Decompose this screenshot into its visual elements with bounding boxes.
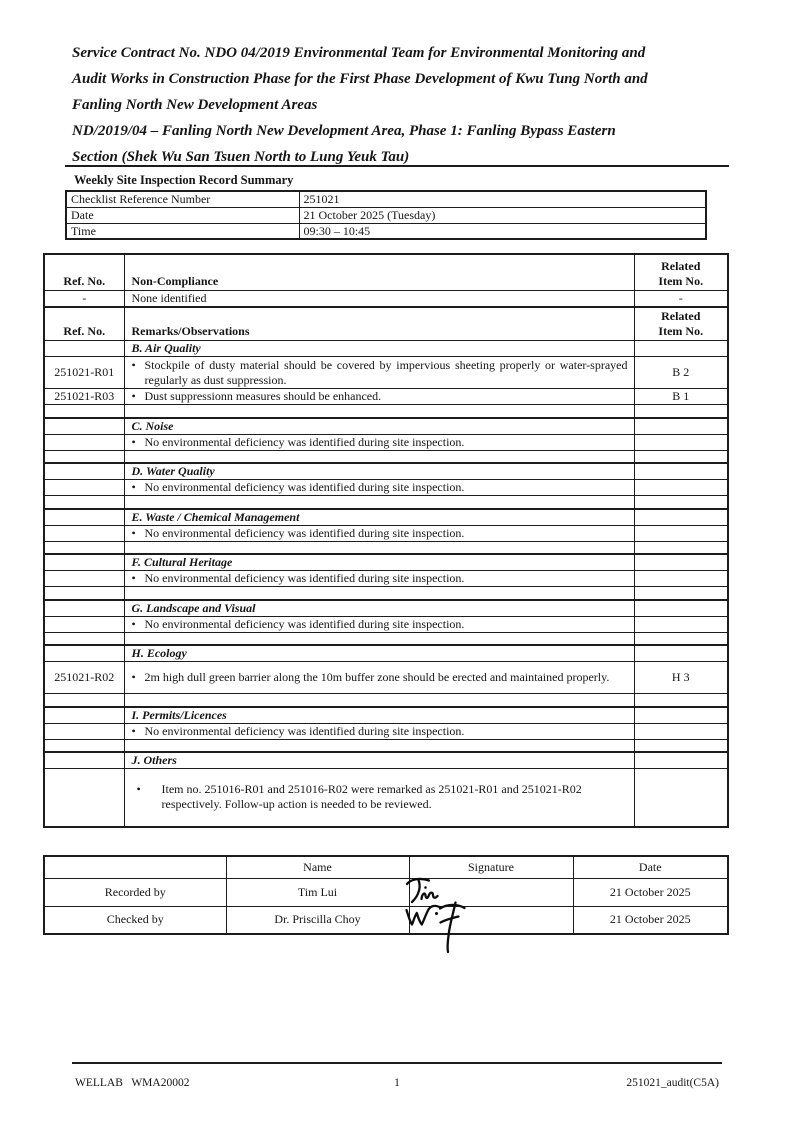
empty-cell [124, 450, 634, 463]
empty-cell [124, 587, 634, 600]
non-compliance-header-row [44, 254, 728, 290]
col-header-remarks: Remarks/Observations [124, 307, 634, 341]
col-header-name: Name [226, 856, 409, 878]
summary-label-checklist: Checklist Reference Number [66, 191, 299, 207]
summary-value-time: 09:30 – 10:45 [299, 223, 706, 239]
non-compliance-related: - [634, 290, 728, 307]
col-header-related-line2: Item No. [658, 273, 704, 288]
empty-cell [44, 463, 124, 480]
section-title-others: J. Others [124, 752, 634, 769]
remark-row [44, 389, 728, 405]
remark-text: Dust suppressionn measures should be enhanced. [144, 389, 382, 403]
remark-text-cell [124, 662, 634, 694]
section-title-noise: C. Noise [124, 418, 634, 435]
bullet-icon: • [131, 389, 136, 403]
section-title-permits-licences: I. Permits/Licences [124, 707, 634, 724]
remark-ref: 251021-R02 [44, 662, 124, 694]
remark-ref: 251021-R01 [44, 357, 124, 389]
col-header-related-line2: Item No. [658, 324, 704, 338]
empty-cell [44, 554, 124, 571]
section-header-row [44, 752, 728, 769]
spacer-row [44, 694, 728, 707]
empty-cell [44, 769, 124, 827]
section-title-landscape-visual: G. Landscape and Visual [124, 600, 634, 617]
empty-cell [634, 496, 728, 509]
summary-label-date: Date [66, 207, 299, 223]
remark-text-cell [124, 525, 634, 541]
summary-table [65, 190, 707, 240]
checked-by-label: Checked by [44, 906, 226, 934]
empty-cell [44, 405, 124, 418]
empty-cell [634, 723, 728, 739]
empty-cell [44, 587, 124, 600]
empty-cell [44, 752, 124, 769]
checked-by-date: 21 October 2025 [573, 906, 728, 934]
bullet-icon: • [131, 357, 136, 372]
empty-cell [634, 707, 728, 724]
recorded-by-signature-cell [409, 878, 573, 906]
empty-cell [44, 723, 124, 739]
empty-cell [44, 509, 124, 526]
recorded-by-row [44, 878, 728, 906]
empty-cell [634, 341, 728, 357]
empty-cell [124, 405, 634, 418]
empty-cell [634, 405, 728, 418]
remark-text-cell [124, 434, 634, 450]
empty-cell [124, 694, 634, 707]
recorded-by-label: Recorded by [44, 878, 226, 906]
bullet-icon: • [131, 723, 136, 738]
remark-text: No environmental deficiency was identified during site inspection. [144, 525, 465, 540]
table-row [66, 223, 706, 239]
table-row [66, 207, 706, 223]
empty-cell [634, 616, 728, 632]
spacer-row [44, 405, 728, 418]
remark-row [44, 616, 728, 632]
table-row [66, 191, 706, 207]
section-header-row [44, 509, 728, 526]
remark-text-cell [124, 357, 634, 389]
empty-cell [634, 739, 728, 752]
bullet-icon: • [136, 782, 141, 797]
section-title-air-quality: B. Air Quality [124, 341, 634, 357]
empty-cell [44, 600, 124, 617]
project-subtitle-line-2: Section (Shek Wu San Tsuen North to Lung Yeuk Tau) [72, 149, 410, 165]
empty-cell [634, 645, 728, 662]
remark-text: Item no. 251016-R01 and 251016-R02 were remarked as 251021-R01 and 251021-R02 respectively. Follow-up action is needed to be reviewed. [161, 782, 582, 812]
summary-label-time: Time [66, 223, 299, 239]
empty-cell [44, 739, 124, 752]
col-header-date: Date [573, 856, 728, 878]
empty-cell [44, 616, 124, 632]
empty-cell [634, 434, 728, 450]
non-compliance-ref: - [44, 290, 124, 307]
empty-cell [44, 571, 124, 587]
remark-row [44, 723, 728, 739]
empty-cell [44, 645, 124, 662]
bullet-icon: • [131, 525, 136, 540]
remark-text: No environmental deficiency was identified during site inspection. [144, 434, 465, 449]
footer-divider [72, 1062, 722, 1064]
empty-cell [634, 632, 728, 645]
empty-cell [44, 450, 124, 463]
empty-cell [634, 769, 728, 827]
col-header-related-item [634, 254, 728, 290]
section-header-row [44, 463, 728, 480]
remark-related: B 2 [634, 357, 728, 389]
spacer-row [44, 541, 728, 554]
checked-by-row [44, 906, 728, 934]
project-subtitle-line-1: ND/2019/04 – Fanling North New Development Area, Phase 1: Fanling Bypass Eastern [72, 123, 616, 139]
remark-text-cell [124, 723, 634, 739]
empty-cell [634, 541, 728, 554]
section-header-row [44, 645, 728, 662]
empty-cell [634, 752, 728, 769]
summary-heading: Weekly Site Inspection Record Summary [74, 173, 294, 187]
footer-file-reference: 251021_audit(C5A) [626, 1077, 719, 1089]
empty-cell [44, 480, 124, 496]
empty-cell [634, 525, 728, 541]
section-title-cultural-heritage: F. Cultural Heritage [124, 554, 634, 571]
bullet-icon: • [131, 434, 136, 449]
remark-row [44, 480, 728, 496]
empty-cell [44, 418, 124, 435]
empty-cell [44, 541, 124, 554]
section-title-water-quality: D. Water Quality [124, 463, 634, 480]
remark-text-cell [124, 480, 634, 496]
remark-text: Stockpile of dusty material should be covered by impervious sheeting properly or water-sprayed regularly as dust suppression. [144, 357, 628, 387]
remark-text: No environmental deficiency was identified during site inspection. [144, 571, 465, 585]
section-title-ecology: H. Ecology [124, 645, 634, 662]
spacer-row [44, 587, 728, 600]
col-header-signature: Signature [409, 856, 573, 878]
bullet-icon: • [131, 571, 136, 585]
remark-related: H 3 [634, 662, 728, 694]
empty-cell [124, 496, 634, 509]
empty-cell [634, 480, 728, 496]
empty-cell [634, 571, 728, 587]
empty-cell [44, 525, 124, 541]
empty-cell [634, 694, 728, 707]
empty-cell [124, 632, 634, 645]
empty-cell [634, 587, 728, 600]
empty-cell [634, 463, 728, 480]
remark-text: No environmental deficiency was identified during site inspection. [144, 616, 465, 631]
non-compliance-text: None identified [124, 290, 634, 307]
remark-text: No environmental deficiency was identified during site inspection. [144, 723, 465, 738]
footer-page-number: 1 [394, 1077, 400, 1089]
bullet-icon: • [131, 480, 136, 494]
empty-cell [124, 541, 634, 554]
section-header-row [44, 600, 728, 617]
remarks-header-row [44, 307, 728, 341]
col-header-ref-no: Ref. No. [44, 254, 124, 290]
inspection-table [43, 253, 729, 828]
spacer-row [44, 739, 728, 752]
empty-cell [634, 600, 728, 617]
col-header-related-line1: Related [661, 258, 701, 273]
remark-row [44, 525, 728, 541]
signoff-header-row [44, 856, 728, 878]
spacer-row [44, 450, 728, 463]
remark-text: No environmental deficiency was identified during site inspection. [144, 480, 465, 494]
remark-text-cell [124, 571, 634, 587]
empty-cell [44, 496, 124, 509]
empty-cell [44, 694, 124, 707]
remark-text-cell [124, 616, 634, 632]
empty-cell [124, 739, 634, 752]
summary-value-checklist: 251021 [299, 191, 706, 207]
spacer-row [44, 632, 728, 645]
section-title-waste-chemical: E. Waste / Chemical Management [124, 509, 634, 526]
empty-cell [44, 707, 124, 724]
col-header-related-item [634, 307, 728, 341]
recorded-by-name: Tim Lui [226, 878, 409, 906]
remark-text: 2m high dull green barrier along the 10m buffer zone should be erected and maintained properly. [144, 670, 610, 684]
section-header-row [44, 554, 728, 571]
empty-cell [44, 434, 124, 450]
contract-title-line-2: Audit Works in Construction Phase for the First Phase Development of Kwu Tung North and [72, 71, 648, 87]
col-header-non-compliance: Non-Compliance [124, 254, 634, 290]
remark-ref: 251021-R03 [44, 389, 124, 405]
checked-by-name: Dr. Priscilla Choy [226, 906, 409, 934]
contract-title [72, 40, 762, 170]
remark-row [44, 434, 728, 450]
empty-cell [44, 341, 124, 357]
footer-doc-code: WELLAB WMA20002 [75, 1077, 190, 1089]
empty-cell [634, 418, 728, 435]
col-header-related-line1: Related [661, 309, 701, 323]
remark-related: B 1 [634, 389, 728, 405]
remark-text-cell [124, 389, 634, 405]
remark-text-cell [124, 769, 634, 827]
contract-title-line-3: Fanling North New Development Areas [72, 97, 318, 113]
remark-row [44, 769, 728, 827]
remark-row [44, 571, 728, 587]
checked-by-signature-cell [409, 906, 573, 934]
summary-value-date: 21 October 2025 (Tuesday) [299, 207, 706, 223]
empty-cell [44, 856, 226, 878]
signoff-table [43, 855, 729, 935]
recorded-by-date: 21 October 2025 [573, 878, 728, 906]
empty-cell [634, 554, 728, 571]
remark-row [44, 662, 728, 694]
empty-cell [44, 632, 124, 645]
bullet-icon: • [131, 670, 136, 684]
section-header-row [44, 707, 728, 724]
remark-row [44, 357, 728, 389]
empty-cell [634, 450, 728, 463]
section-header-row [44, 418, 728, 435]
header-divider [65, 165, 729, 167]
section-header-row [44, 341, 728, 357]
spacer-row [44, 496, 728, 509]
col-header-ref-no: Ref. No. [44, 307, 124, 341]
non-compliance-row [44, 290, 728, 307]
contract-title-line-1: Service Contract No. NDO 04/2019 Environmental Team for Environmental Monitoring and [72, 45, 646, 61]
bullet-icon: • [131, 616, 136, 631]
empty-cell [634, 509, 728, 526]
